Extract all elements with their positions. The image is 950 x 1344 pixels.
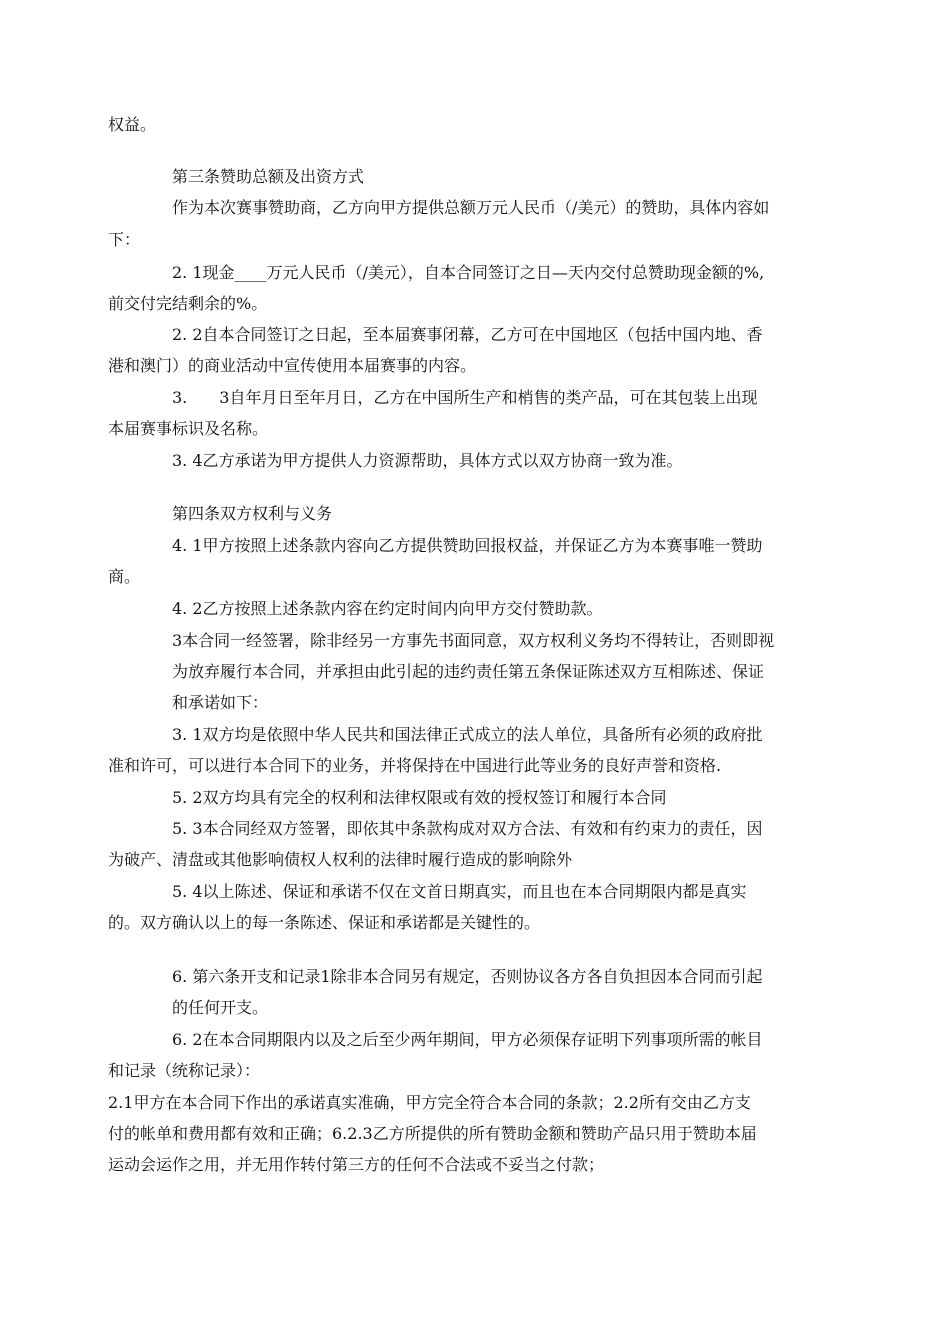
text-line: 商。 <box>108 567 141 586</box>
text-line: 2. 1现金____万元人民币（/美元），自本合同签订之日—天内交付总赞助现金额的%, <box>172 263 765 282</box>
text-line: 3. 1双方均是依照中华人民共和国法律正式成立的法人单位，具备所有必须的政府批 <box>172 725 763 744</box>
text-line: 5. 2双方均具有完全的权利和法律权限或有效的授权签订和履行本合同 <box>172 788 667 807</box>
text-line: 6. 2在本合同期限内以及之后至少两年期间，甲方必须保存证明下列事项所需的帐目 <box>172 1030 763 1049</box>
section-heading: 第四条双方权利与义务 <box>172 504 333 523</box>
text-line: 和承诺如下： <box>172 693 269 712</box>
text-line: 本届赛事标识及名称。 <box>108 419 269 438</box>
text-line: 4. 2乙方按照上述条款内容在约定时间内向甲方交付赞助款。 <box>172 599 603 618</box>
text-line: 4. 1甲方按照上述条款内容向乙方提供赞助回报权益，并保证乙方为本赛事唯一赞助 <box>172 536 763 555</box>
text-line: 3本合同一经签署，除非经另一方事先书面同意，双方权利义务均不得转让，否则即视 <box>172 631 775 650</box>
text-line: 的。双方确认以上的每一条陈述、保证和承诺都是关键性的。 <box>108 913 541 932</box>
text-line: 下： <box>108 230 141 249</box>
text-line: 准和许可，可以进行本合同下的业务，并将保持在中国进行此等业务的良好声誉和资格. <box>108 756 722 775</box>
text-line: 3. 4乙方承诺为甲方提供人力资源帮助，具体方式以双方协商一致为准。 <box>172 451 683 470</box>
text-line: 付的帐单和费用都有效和正确；6.2.3乙方所提供的所有赞助金额和赞助产品只用于赞助本届 <box>108 1124 757 1143</box>
text-line: 为破产、清盘或其他影响债权人权利的法律时履行造成的影响除外 <box>108 850 573 869</box>
text-line: 2.1甲方在本合同下作出的承诺真实准确，甲方完全符合本合同的条款；2.2所有交由乙方支 <box>108 1093 751 1112</box>
text-line: 权益。 <box>108 115 157 134</box>
text-line: 前交付完结剩余的%。 <box>108 294 268 313</box>
text-line: 港和澳门）的商业活动中宣传使用本届赛事的内容。 <box>108 356 477 375</box>
text-line: 6. 第六条开支和记录1除非本合同另有规定，否则协议各方各自负担因本合同而引起 <box>172 967 763 986</box>
text-line: 3. 3自年月日至年月日，乙方在中国所生产和梢售的类产品，可在其包装上出现 <box>172 388 758 407</box>
text-line: 和记录（统称记录）： <box>108 1061 261 1080</box>
text-line: 作为本次赛事赞助商，乙方向甲方提供总额万元人民币（/美元）的赞助，具体内容如 <box>172 198 770 217</box>
section-heading: 第三条赞助总额及出资方式 <box>172 167 365 186</box>
text-line: 2. 2自本合同签订之日起，至本届赛事闭幕，乙方可在中国地区（包括中国内地、香 <box>172 325 763 344</box>
text-line: 5. 4以上陈述、保证和承诺不仅在文首日期真实，而且也在本合同期限内都是真实 <box>172 882 747 901</box>
text-line: 为放弃履行本合同，并承担由此引起的违约责任第五条保证陈述双方互相陈述、保证 <box>172 662 765 681</box>
text-line: 5. 3本合同经双方签署，即依其中条款构成对双方合法、有效和有约束力的责任，因 <box>172 819 763 838</box>
text-line: 的任何开支。 <box>172 998 269 1017</box>
text-line: 运动会运作之用，并无用作转付第三方的任何不合法或不妥当之付款； <box>108 1155 605 1174</box>
